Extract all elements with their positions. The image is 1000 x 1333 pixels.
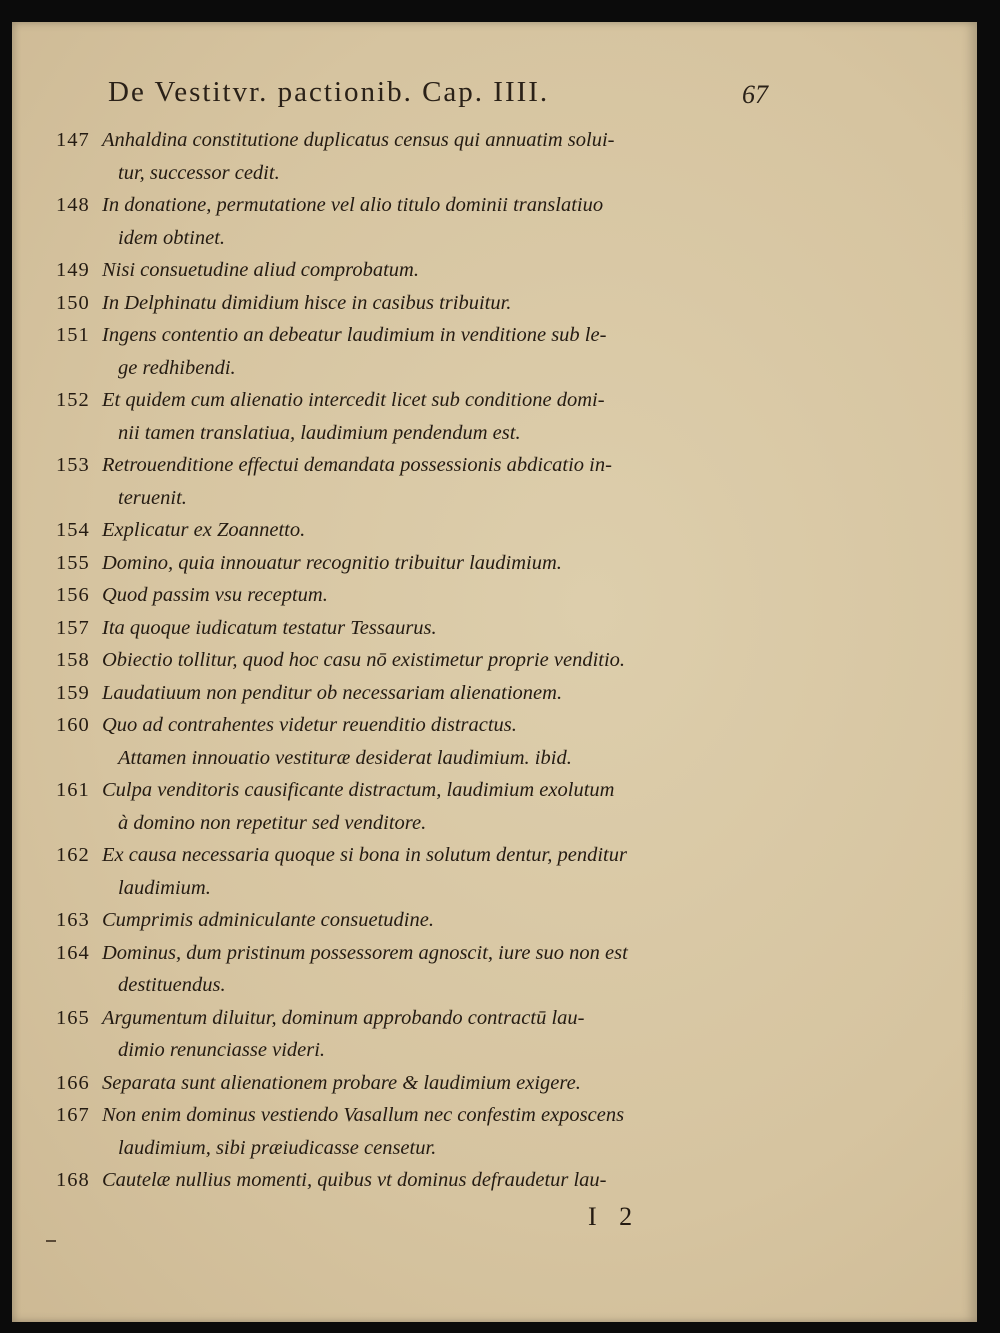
entry-line: Cautelæ nullius momenti, quibus vt dominus defraudetur lau-	[102, 1169, 607, 1191]
list-item	[56, 774, 776, 839]
entry-line: Anhaldina constitutione duplicatus census qui annuatim solui-	[102, 129, 615, 151]
entry-number: 148	[56, 194, 90, 216]
list-item	[56, 514, 776, 547]
entry-text	[102, 287, 776, 320]
entry-text	[102, 839, 776, 904]
list-item	[56, 1002, 776, 1067]
entry-text	[102, 774, 776, 839]
entry-text	[102, 709, 776, 774]
list-item	[56, 124, 776, 189]
entry-line: Nisi consuetudine aliud comprobatum.	[102, 259, 419, 281]
list-item	[56, 547, 776, 580]
entry-line: ge redhibendi.	[118, 356, 236, 379]
list-item	[56, 1067, 776, 1100]
entry-line: laudimium.	[118, 876, 211, 899]
entry-text	[102, 254, 776, 287]
entry-line: nii tamen translatiua, laudimium pendendum est.	[118, 421, 521, 444]
entry-text	[102, 124, 776, 189]
entry-number: 164	[56, 941, 90, 964]
signature-mark: I 2	[588, 1202, 641, 1231]
entry-text	[102, 937, 776, 1002]
list-item	[56, 1099, 776, 1164]
list-item	[56, 579, 776, 612]
entry-number: 155	[56, 551, 90, 574]
entry-number: 165	[56, 1006, 90, 1029]
entry-line: Ingens contentio an debeatur laudimium in venditione sub le-	[102, 324, 607, 346]
entry-line: Et quidem cum alienatio intercedit licet sub conditione domi-	[102, 389, 605, 411]
entry-line: Ex causa necessaria quoque si bona in solutum dentur, penditur	[102, 844, 627, 866]
entry-line: teruenit.	[118, 486, 187, 509]
entry-number: 158	[56, 649, 90, 671]
entry-number: 152	[56, 389, 90, 411]
entry-number: 162	[56, 844, 90, 866]
entry-text	[102, 514, 776, 547]
entry-line: tur, successor cedit.	[118, 161, 280, 184]
entry-number: 149	[56, 259, 90, 281]
entry-number: 168	[56, 1169, 90, 1191]
entry-line: Cumprimis adminiculante consuetudine.	[102, 909, 434, 931]
running-title: De Vestitvr. pactionib. Cap. IIII.	[108, 76, 550, 108]
entry-line: laudimium, sibi præiudicasse censetur.	[118, 1136, 437, 1159]
entry-text	[102, 677, 776, 710]
entry-text	[102, 384, 776, 449]
entry-line: Obiectio tollitur, quod hoc casu nō existimetur proprie venditio.	[102, 649, 626, 671]
entry-line: Retrouenditione effectui demandata possessionis abdicatio in-	[102, 454, 612, 476]
entry-line: destituendus.	[118, 974, 226, 996]
entry-text	[102, 579, 776, 612]
entry-line: Ita quoque iudicatum testatur Tessaurus.	[102, 616, 437, 639]
margin-tick	[46, 1240, 56, 1242]
entry-number: 154	[56, 519, 90, 541]
entry-line: Non enim dominus vestiendo Vasallum nec confestim exposcens	[102, 1104, 625, 1126]
list-item	[56, 709, 776, 774]
entry-number: 147	[56, 129, 90, 151]
entry-text	[102, 1164, 776, 1197]
list-item	[56, 839, 776, 904]
entry-number: 161	[56, 779, 90, 801]
list-item	[56, 189, 776, 254]
list-item	[56, 904, 776, 937]
entry-number: 167	[56, 1104, 90, 1126]
entry-line: Domino, quia innouatur recognitio tribuitur laudimium.	[102, 551, 562, 574]
list-item	[56, 612, 776, 645]
entry-line: Laudatiuum non penditur ob necessariam alienationem.	[102, 681, 563, 704]
entry-text	[102, 449, 776, 514]
entry-line: idem obtinet.	[118, 226, 226, 249]
entry-line: Culpa venditoris causificante distractum, laudimium exolutum	[102, 779, 615, 801]
entry-text	[102, 1099, 776, 1164]
entry-number: 156	[56, 584, 90, 606]
list-item	[56, 287, 776, 320]
entry-text	[102, 189, 776, 254]
entry-number: 150	[56, 291, 90, 314]
entry-number: 159	[56, 681, 90, 704]
list-item	[56, 677, 776, 710]
entry-text	[102, 1002, 776, 1067]
entry-number: 166	[56, 1071, 90, 1094]
entry-line: Separata sunt alienationem probare & laudimium exigere.	[102, 1071, 581, 1094]
list-item	[56, 1164, 776, 1197]
entry-line: à domino non repetitur sed venditore.	[118, 811, 427, 834]
summary-list	[56, 124, 776, 1197]
entry-text	[102, 904, 776, 937]
running-header	[108, 76, 768, 109]
entry-text	[102, 644, 776, 677]
entry-line: Explicatur ex Zoannetto.	[102, 519, 306, 541]
entry-number: 163	[56, 909, 90, 931]
entry-text	[102, 1067, 776, 1100]
entry-number: 157	[56, 616, 90, 639]
list-item	[56, 319, 776, 384]
entry-number: 153	[56, 454, 90, 476]
entry-number: 160	[56, 714, 90, 736]
list-item	[56, 449, 776, 514]
entry-line: In Delphinatu dimidium hisce in casibus tribuitur.	[102, 291, 512, 314]
entry-line: dimio renunciasse videri.	[118, 1039, 326, 1061]
entry-text	[102, 547, 776, 580]
entry-line: Quod passim vsu receptum.	[102, 584, 328, 606]
entry-line: Attamen innouatio vestituræ desiderat laudimium. ibid.	[118, 746, 572, 769]
entry-line: In donatione, permutatione vel alio titulo dominii translatiuo	[102, 194, 604, 216]
list-item	[56, 384, 776, 449]
entry-line: Argumentum diluitur, dominum approbando contractū lau-	[102, 1006, 585, 1029]
entry-line: Dominus, dum pristinum possessorem agnoscit, iure suo non est	[102, 941, 628, 964]
entry-text	[102, 612, 776, 645]
entry-line: Quo ad contrahentes videtur reuenditio distractus.	[102, 714, 517, 736]
list-item	[56, 644, 776, 677]
page-number: 67	[742, 80, 768, 109]
list-item	[56, 937, 776, 1002]
list-item	[56, 254, 776, 287]
entry-text	[102, 319, 776, 384]
entry-number: 151	[56, 324, 90, 346]
